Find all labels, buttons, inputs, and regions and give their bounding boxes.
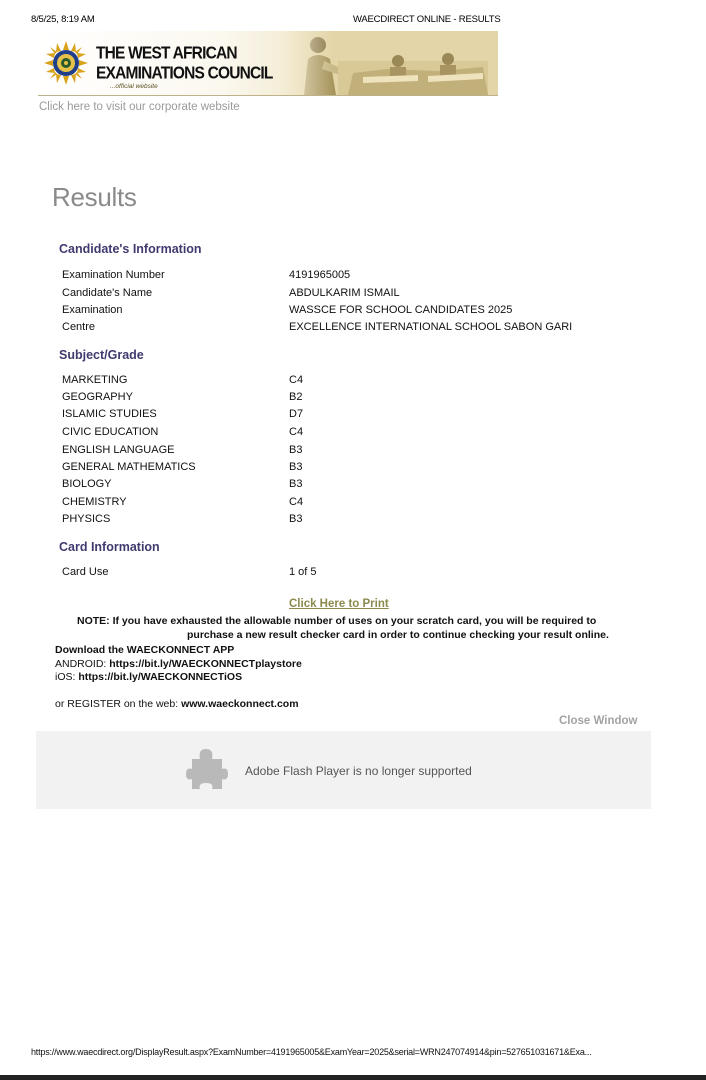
flash-message: Adobe Flash Player is no longer supported	[245, 764, 472, 778]
print-page-title: WAECDIRECT ONLINE - RESULTS	[353, 14, 501, 25]
subject-name: BIOLOGY	[62, 478, 112, 490]
subject-name: PHYSICS	[62, 513, 111, 525]
candidate-name-value: ABDULKARIM ISMAIL	[289, 287, 400, 299]
corporate-website-link[interactable]: Click here to visit our corporate website	[39, 101, 240, 113]
subject-grade: B3	[289, 513, 303, 525]
note-line-2: purchase a new result checker card in order to continue checking your result online.	[187, 629, 609, 641]
candidate-name-label: Candidate's Name	[62, 287, 153, 299]
banner-tagline: ...official website	[110, 83, 158, 90]
subject-grade: D7	[289, 408, 304, 420]
candidate-info-title: Candidate's Information	[59, 242, 202, 256]
subject-grade: B2	[289, 391, 303, 403]
subject-grade: B3	[289, 444, 303, 456]
download-prefix: Download the	[55, 644, 127, 656]
note-text-1: If you have exhausted the allowable number of uses on your scratch card, you will be required to	[112, 615, 597, 627]
ios-url[interactable]: https://bit.ly/WAECKONNECTiOS	[78, 671, 243, 683]
subject-name: GEOGRAPHY	[62, 391, 133, 403]
subject-grade: C4	[289, 374, 304, 386]
download-line	[55, 644, 302, 658]
subject-name: MARKETING	[62, 374, 128, 386]
card-use-value: 1 of 5	[289, 566, 317, 578]
card-info-title: Card Information	[59, 540, 160, 554]
exam-number-value: 4191965005	[289, 269, 351, 281]
page-url-footer: https://www.waecdirect.org/DisplayResult.aspx?ExamNumber=4191965005&ExamYear=2025&serial=WRN247074914&pin=527651031671&Exa...	[31, 1047, 592, 1057]
puzzle-piece-icon	[186, 747, 228, 793]
waec-banner	[38, 31, 498, 95]
note-label: NOTE:	[77, 615, 110, 627]
banner-title-line2: EXAMINATIONS COUNCIL	[96, 64, 273, 84]
subject-name: ENGLISH LANGUAGE	[62, 444, 175, 456]
android-line	[55, 658, 302, 672]
register-url[interactable]: www.waeckonnect.com	[181, 698, 299, 710]
examination-value: WASSCE FOR SCHOOL CANDIDATES 2025	[289, 304, 513, 316]
print-datetime: 8/5/25, 8:19 AM	[31, 14, 95, 25]
banner-photo	[278, 31, 498, 95]
subject-grade: C4	[289, 496, 304, 508]
subject-grade: C4	[289, 426, 304, 438]
banner-title-line1: THE WEST AFRICAN	[96, 44, 237, 64]
subject-grade-title: Subject/Grade	[59, 348, 144, 362]
ios-label: iOS:	[55, 671, 79, 683]
page-title: Results	[52, 182, 137, 212]
subject-name: CHEMISTRY	[62, 496, 127, 508]
subject-name: ISLAMIC STUDIES	[62, 408, 157, 420]
banner-divider	[38, 95, 498, 96]
centre-label: Centre	[62, 321, 96, 333]
subject-grade: B3	[289, 461, 303, 473]
android-url[interactable]: https://bit.ly/WAECKONNECTplaystore	[109, 657, 302, 670]
flash-placeholder	[36, 731, 651, 809]
ios-line	[55, 671, 302, 685]
app-download-block	[55, 644, 302, 685]
close-window-link[interactable]: Close Window	[559, 715, 638, 727]
examination-label: Examination	[62, 304, 123, 316]
print-link[interactable]: Click Here to Print	[289, 598, 389, 610]
android-label: ANDROID:	[55, 657, 110, 670]
card-use-label: Card Use	[62, 566, 109, 578]
register-line	[55, 698, 299, 710]
subject-grade: B3	[289, 478, 303, 490]
register-prefix: or REGISTER on the web:	[55, 698, 182, 710]
exam-number-label: Examination Number	[62, 269, 165, 281]
waec-seal-icon	[44, 41, 88, 85]
bottom-edge-bar	[0, 1075, 706, 1080]
subject-name: GENERAL MATHEMATICS	[62, 461, 196, 473]
download-app-name: WAECKONNECT APP	[126, 644, 235, 656]
subject-name: CIVIC EDUCATION	[62, 426, 159, 438]
centre-value: EXCELLENCE INTERNATIONAL SCHOOL SABON GARI	[289, 321, 573, 333]
note-line-1	[77, 615, 596, 627]
